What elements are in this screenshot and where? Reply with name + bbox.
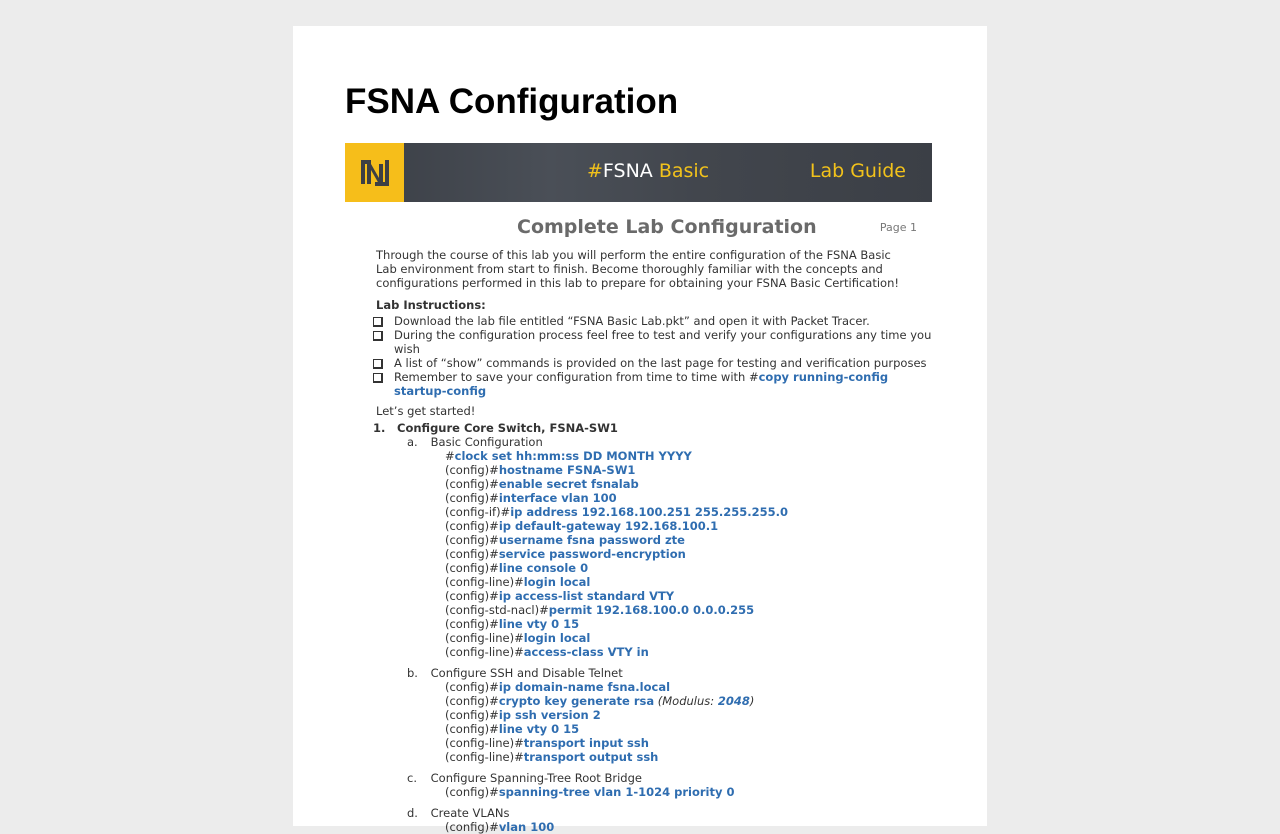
- prompt-text: (config)#: [445, 491, 499, 505]
- command-text: crypto key generate rsa: [498, 694, 655, 708]
- lab-guide-image: [345, 143, 932, 834]
- banner-course-title: [587, 160, 709, 182]
- prompt-text: (config)#: [445, 708, 499, 722]
- lab-guide-banner: [345, 143, 932, 202]
- config-line: [445, 603, 932, 617]
- prompt-text: (config)#: [445, 722, 499, 736]
- note-value: 2048: [717, 694, 750, 708]
- prompt-text: (config-line)#: [445, 736, 524, 750]
- hash-text: #: [587, 160, 603, 182]
- config-line: [445, 708, 932, 722]
- config-line: [445, 449, 932, 463]
- lab-title: Complete Lab Configuration: [517, 216, 817, 238]
- command-text: ip domain-name fsna.local: [498, 680, 671, 694]
- prompt-text: (config)#: [445, 533, 499, 547]
- command-text: spanning-tree vlan 1-1024 priority 0: [498, 785, 735, 799]
- prompt-text: (config)#: [445, 561, 499, 575]
- config-line: [445, 477, 932, 491]
- prompt-text: (config)#: [445, 785, 499, 799]
- command-text: ip access-list standard VTY: [498, 589, 675, 603]
- command-text: vlan 100: [498, 820, 555, 834]
- prompt-text: (config-std-nacl)#: [445, 603, 549, 617]
- list-item: [373, 314, 932, 328]
- command-text: permit 192.168.100.0 0.0.0.255: [548, 603, 755, 617]
- checkbox-bullet-icon: [373, 359, 383, 369]
- item-text: During the configuration process feel free to test and verify your configurations any time you wish: [394, 328, 932, 356]
- config-line: [445, 680, 932, 694]
- config-line: [445, 736, 932, 750]
- section-title: Configure Core Switch, FSNA-SW1: [397, 421, 618, 435]
- section-heading: [373, 421, 932, 435]
- document-page: [293, 26, 987, 834]
- item-text: A list of “show” commands is provided on the last page for testing and verification purposes: [394, 356, 927, 370]
- checkbox-bullet-icon: [373, 373, 383, 383]
- command-text: login local: [523, 575, 591, 589]
- config-line: [445, 561, 932, 575]
- command-text: transport input ssh: [523, 736, 649, 750]
- config-line: [445, 533, 932, 547]
- command-text: ip default-gateway 192.168.100.1: [498, 519, 719, 533]
- checkbox-bullet-icon: [373, 331, 383, 341]
- basic-text: Basic: [658, 160, 710, 182]
- list-item: [373, 370, 932, 398]
- config-line: [445, 547, 932, 561]
- config-line: [445, 519, 932, 533]
- list-item: [373, 356, 932, 370]
- prompt-text: #: [748, 370, 759, 384]
- command-text: ip address 192.168.100.251 255.255.255.0: [510, 505, 789, 519]
- lab-body: [345, 248, 932, 834]
- fsna-text: FSNA: [602, 160, 659, 182]
- command-text: service password-encryption: [498, 547, 686, 561]
- checkbox-bullet-icon: [373, 317, 383, 327]
- command-text: username fsna password zte: [498, 533, 685, 547]
- prompt-text: (config)#: [445, 463, 499, 477]
- lets-get-started: Let’s get started!: [376, 404, 476, 418]
- config-line: [445, 631, 932, 645]
- config-line: [445, 617, 932, 631]
- subsection-heading: [407, 771, 932, 785]
- config-line: [445, 463, 932, 477]
- prompt-text: (config)#: [445, 519, 499, 533]
- subsection-letter: b.: [407, 666, 418, 680]
- subsection-heading: [407, 806, 932, 820]
- subsection-title: Basic Configuration: [430, 435, 543, 449]
- prompt-text: (config-if)#: [445, 505, 511, 519]
- prompt-text: (config-line)#: [445, 631, 524, 645]
- prompt-text: (config)#: [445, 680, 499, 694]
- lab-header: [345, 202, 932, 242]
- command-text: copy running-config startup-config: [394, 370, 889, 398]
- subsection-letter: c.: [407, 771, 417, 785]
- config-line: [445, 820, 932, 834]
- command-text: line vty 0 15: [498, 617, 580, 631]
- prompt-text: (config)#: [445, 547, 499, 561]
- section-number: 1.: [373, 421, 386, 435]
- page-number: Page 1: [879, 221, 917, 234]
- subsection-title: Configure SSH and Disable Telnet: [430, 666, 623, 680]
- subsection-letter: d.: [407, 806, 418, 820]
- page-title: FSNA Configuration: [345, 82, 679, 121]
- prompt-text: (config-line)#: [445, 750, 524, 764]
- subsection-letter: a.: [407, 435, 418, 449]
- config-line: [445, 505, 932, 519]
- note-text: (Modulus:: [654, 694, 718, 708]
- prompt-text: (config)#: [445, 694, 499, 708]
- command-text: line console 0: [498, 561, 589, 575]
- list-item: [373, 328, 932, 356]
- prompt-text: (config-line)#: [445, 575, 524, 589]
- config-line: [445, 722, 932, 736]
- instructions-list: [373, 314, 932, 398]
- command-text: enable secret fsnalab: [498, 477, 639, 491]
- command-text: access-class VTY in: [523, 645, 649, 659]
- note-text: ): [749, 694, 755, 708]
- item-text: Download the lab file entitled “FSNA Basic Lab.pkt” and open it with Packet Tracer.: [394, 314, 870, 328]
- command-text: clock set hh:mm:ss DD MONTH YYYY: [454, 449, 692, 463]
- subsection-title: Configure Spanning-Tree Root Bridge: [430, 771, 642, 785]
- prompt-text: (config)#: [445, 820, 499, 834]
- command-text: transport output ssh: [523, 750, 659, 764]
- config-line: [445, 491, 932, 505]
- subsection-title: Create VLANs: [430, 806, 510, 820]
- subsection-heading: [407, 666, 932, 680]
- config-line: [445, 750, 932, 764]
- item-text: Remember to save your configuration from time to time with: [394, 370, 749, 384]
- instructions-heading: Lab Instructions:: [376, 298, 486, 312]
- config-line: [445, 575, 932, 589]
- prompt-text: (config-line)#: [445, 645, 524, 659]
- subsection-heading: [407, 435, 932, 449]
- config-line: [445, 694, 932, 708]
- nj-logo-icon: [345, 143, 404, 202]
- config-line: [445, 785, 932, 799]
- command-text: login local: [523, 631, 591, 645]
- prompt-text: (config)#: [445, 477, 499, 491]
- command-text: line vty 0 15: [498, 722, 580, 736]
- config-line: [445, 589, 932, 603]
- banner-lab-guide: Lab Guide: [809, 160, 906, 182]
- command-text: ip ssh version 2: [498, 708, 601, 722]
- command-text: hostname FSNA-SW1: [498, 463, 636, 477]
- config-line: [445, 645, 932, 659]
- intro-paragraph: Through the course of this lab you will perform the entire configuration of the FSNA Basic Lab environment from start to finish. Become thoroughly familiar with the concepts and configurations performed in this lab to prepare for obtaining your FSNA Basic Certification!: [376, 248, 899, 290]
- prompt-text: #: [445, 449, 455, 463]
- prompt-text: (config)#: [445, 617, 499, 631]
- command-text: interface vlan 100: [498, 491, 617, 505]
- prompt-text: (config)#: [445, 589, 499, 603]
